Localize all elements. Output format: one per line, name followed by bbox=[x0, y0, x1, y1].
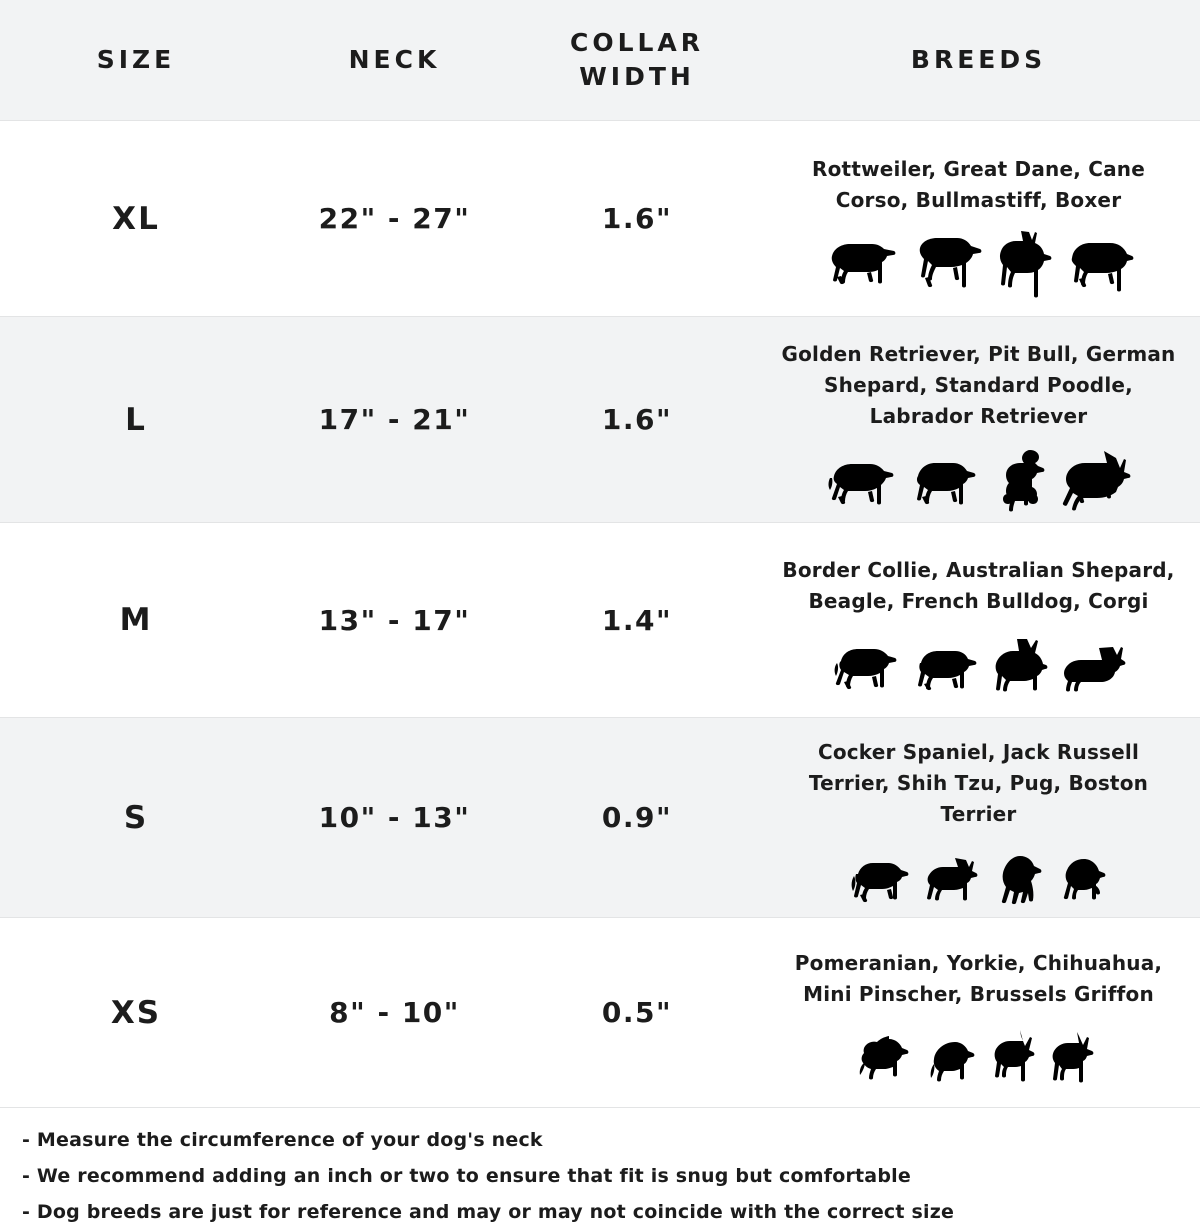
pomeranian-silhouette bbox=[859, 1036, 915, 1084]
border-collie-silhouette bbox=[831, 641, 897, 691]
cell-size: S bbox=[123, 799, 149, 836]
column-header-collar-width bbox=[517, 26, 757, 94]
cell-breeds bbox=[757, 942, 1200, 1084]
cell-neck: 22" - 27" bbox=[318, 202, 471, 235]
mini-pinscher-silhouette bbox=[1053, 1034, 1099, 1084]
breed-silhouettes bbox=[831, 625, 1127, 691]
cell-collar-width: 1.6" bbox=[601, 403, 673, 436]
cell-collar-width: 0.5" bbox=[601, 996, 673, 1029]
cell-collar-width: 1.4" bbox=[601, 603, 673, 637]
german-shepard-silhouette bbox=[1062, 452, 1132, 506]
cell-size: XS bbox=[110, 994, 162, 1031]
cell-neck: 13" - 17" bbox=[318, 603, 471, 637]
cell-breeds bbox=[757, 333, 1200, 506]
note-item: - Measure the circumference of your dog's neck bbox=[22, 1129, 543, 1151]
corgi-silhouette bbox=[1061, 645, 1127, 691]
table-row bbox=[0, 717, 1200, 917]
cell-neck: 17" - 21" bbox=[318, 403, 471, 436]
table-row bbox=[0, 120, 1200, 316]
shih-tzu-silhouette bbox=[994, 854, 1046, 904]
breed-list: Rottweiler, Great Dane, Cane Corso, Bullmastiff, Boxer bbox=[812, 156, 1145, 212]
table-row bbox=[0, 522, 1200, 717]
table-row bbox=[0, 316, 1200, 522]
chihuahua-silhouette bbox=[993, 1034, 1039, 1084]
breed-list: Border Collie, Australian Shepard, Beagle, French Bulldog, Corgi bbox=[782, 558, 1175, 613]
poodle-silhouette bbox=[990, 446, 1048, 506]
breed-list: Cocker Spaniel, Jack Russell Terrier, Shih Tzu, Pug, Boston Terrier bbox=[808, 740, 1149, 826]
cell-size: M bbox=[119, 602, 153, 638]
breed-silhouettes bbox=[859, 1018, 1099, 1084]
jack-russell-silhouette bbox=[922, 858, 980, 904]
yorkie-silhouette bbox=[929, 1038, 979, 1084]
column-header-breeds: BREEDS bbox=[910, 45, 1047, 75]
cell-size: XL bbox=[112, 200, 160, 237]
cell-size: L bbox=[125, 401, 147, 438]
note-item: - We recommend adding an inch or two to ensure that fit is snug but comfortable bbox=[22, 1165, 911, 1188]
cocker-spaniel-silhouette bbox=[848, 856, 908, 904]
beagle-silhouette bbox=[911, 643, 977, 691]
column-header-size: SIZE bbox=[96, 45, 176, 75]
golden-retriever-silhouette bbox=[826, 454, 896, 506]
cell-breeds bbox=[757, 148, 1200, 290]
cell-breeds bbox=[757, 731, 1200, 904]
breed-silhouettes bbox=[824, 224, 1134, 290]
breed-list: Golden Retriever, Pit Bull, German Shepard, Standard Poodle, Labrador Retriever bbox=[781, 342, 1176, 428]
breed-list: Pomeranian, Yorkie, Chihuahua, Mini Pinscher, Brussels Griffon bbox=[794, 950, 1163, 1006]
breed-silhouettes bbox=[848, 838, 1110, 904]
column-header-collar-width-line2: WIDTH bbox=[579, 62, 695, 91]
notes-section bbox=[0, 1107, 1200, 1230]
breed-silhouettes bbox=[826, 440, 1132, 506]
cell-collar-width: 0.9" bbox=[601, 801, 673, 834]
table-header-row bbox=[0, 0, 1200, 120]
cell-breeds bbox=[757, 549, 1200, 691]
note-item: - Dog breeds are just for reference and may or may not coincide with the correct size bbox=[22, 1201, 955, 1224]
cell-neck: 8" - 10" bbox=[329, 996, 460, 1029]
table-row bbox=[0, 917, 1200, 1107]
rottweiler-silhouette bbox=[824, 234, 896, 290]
doberman-silhouette bbox=[996, 228, 1052, 290]
french-bulldog-silhouette bbox=[991, 637, 1047, 691]
cell-neck: 10" - 13" bbox=[318, 801, 471, 834]
bullmastiff-silhouette bbox=[1066, 234, 1134, 290]
column-header-collar-width-line1: COLLAR bbox=[569, 28, 705, 58]
column-header-neck: NECK bbox=[348, 45, 441, 75]
pug-silhouette bbox=[1060, 856, 1110, 904]
labrador-silhouette bbox=[910, 454, 976, 506]
great-dane-silhouette bbox=[910, 232, 982, 290]
cell-collar-width: 1.6" bbox=[601, 202, 673, 235]
